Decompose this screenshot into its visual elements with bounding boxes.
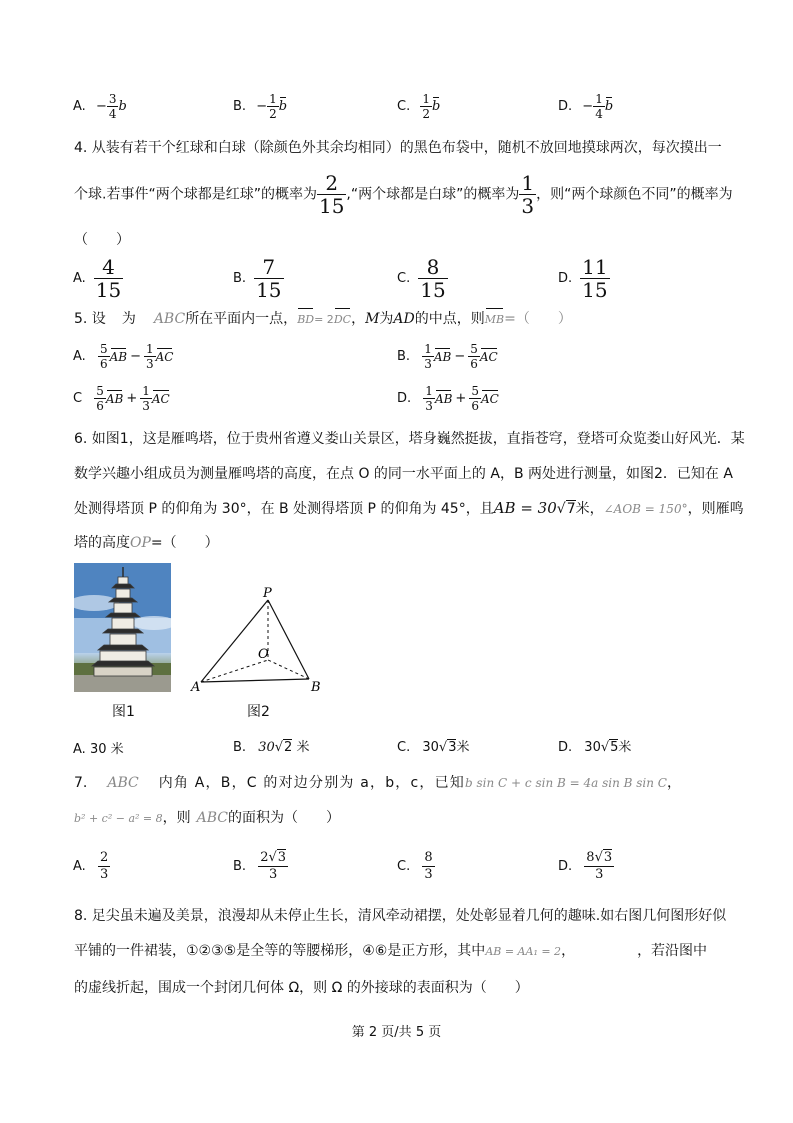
q4-option-d: D. $\frac{11}{15}$ xyxy=(558,255,608,302)
q6-option-a: A. 30 米 xyxy=(73,742,124,757)
label-a: A xyxy=(191,680,201,695)
label-p: P xyxy=(263,586,272,601)
q6-line1: 6. 如图1，这是雁鸣塔，位于贵州省遵义娄山关景区，塔身巍然挺拔，直指苍穹，登塔可众览娄山好风光．某 xyxy=(74,431,745,447)
q6-line4: 塔的高度OP=（ ） xyxy=(74,535,219,551)
q7-option-a: A. $\frac{2}{3}$ xyxy=(73,850,109,882)
q5-option-a: A. $\frac{5}{6}$ AB − $\frac{1}{3}$ AC xyxy=(73,342,174,371)
q4-option-b: B. $\frac{7}{15}$ xyxy=(233,255,282,302)
q8-line3: 的虚线折起，围成一个封闭几何体 Ω，则 Ω 的外接球的表面积为（ ） xyxy=(74,980,529,996)
q4-option-c: C. $\frac{8}{15}$ xyxy=(397,255,446,302)
q6-option-b: B. 30√2 米 xyxy=(233,740,310,755)
q8-line1: 8. 足尖虽未遍及美景，浪漫却从未停止生长，清风牵动裙摆，处处彰显着几何的趣味.如右图几何图形好似 xyxy=(74,908,727,924)
label-b: B xyxy=(311,680,321,695)
q3-option-b: B. − $\frac{1}{2}$ b xyxy=(233,92,288,121)
figure1-caption: 图1 xyxy=(112,704,135,720)
edge-ab xyxy=(201,679,309,682)
q4-line2: 个球.若事件“两个球都是红球”的概率为 $\frac{2}{15}$ ,“两个球都是白球”的概率为 $\frac{1}{3}$ ，则“两个球颜色不同”的概率为 xyxy=(74,171,733,218)
q7-option-b: B. $\frac{2√3}{3}$ xyxy=(233,850,287,882)
pagoda-illustration xyxy=(74,563,171,692)
q5-option-d: D. $\frac{1}{3}$ AB + $\frac{5}{6}$ AC xyxy=(397,384,499,413)
q5-option-b: B. $\frac{1}{3}$ AB − $\frac{5}{6}$ AC xyxy=(397,342,498,371)
geometry-diagram xyxy=(185,585,330,700)
page-footer: 第 2 页/共 5 页 xyxy=(351,1025,442,1040)
edge-ao xyxy=(201,660,268,682)
q5-stem: 5. 设 为 ABC所在平面内一点，BD= 2DC，M为AD的中点，则MB=（ ） xyxy=(74,309,572,330)
edge-bo xyxy=(268,660,309,679)
q6-line2: 数学兴趣小组成员为测量雁鸣塔的高度，在点 O 的同一水平面上的 A，B 两处进行测量，如图2．已知在 A xyxy=(74,466,733,482)
q3-option-c: C. $\frac{1}{2}$ b xyxy=(397,92,441,121)
q7-option-c: C. $\frac{8}{3}$ xyxy=(397,850,433,882)
label-o: O xyxy=(258,647,269,662)
q7-option-d: D. $\frac{8√3}{3}$ xyxy=(558,850,613,882)
q4-line3: （ ） xyxy=(74,232,130,248)
q3-option-a: A. − $\frac{3}{4}$ b xyxy=(73,92,127,121)
edge-pb xyxy=(268,600,309,679)
q8-line2: 平铺的一件裙装，①②③⑤是全等的等腰梯形，④⑥是正方形，其中AB = AA₁ = 2， ，若沿图中 xyxy=(74,943,708,959)
pagoda-photo xyxy=(74,563,171,692)
q7-line1: 7. ABC 内角 A，B，C 的对边分别为 a，b，c，已知b sin C + c sin B = 4a sin B sin C， xyxy=(74,775,681,791)
q3-option-d: D. − $\frac{1}{4}$ b xyxy=(558,92,614,121)
q4-option-a: A. $\frac{4}{15}$ xyxy=(73,255,122,302)
q6-option-c: C. 30√3米 xyxy=(397,740,470,755)
q7-line2: b² + c² − a² = 8，则 ABC的面积为（ ） xyxy=(74,810,340,826)
q5-option-c: C $\frac{5}{6}$ AB + $\frac{1}{3}$ AC xyxy=(73,384,170,413)
q4-line1: 4. 从装有若干个红球和白球（除颜色外其余均相同）的黑色布袋中，随机不放回地摸球两次，每次摸出一 xyxy=(74,140,722,156)
figure2-caption: 图2 xyxy=(247,704,270,720)
q6-option-d: D. 30√5米 xyxy=(558,740,632,755)
edge-pa xyxy=(201,600,268,682)
q6-line3: 处测得塔顶 P 的仰角为 30°，在 B 处测得塔顶 P 的仰角为 45°，且AB = 30√7米，∠AOB = 150°，则雁鸣 xyxy=(74,499,744,517)
